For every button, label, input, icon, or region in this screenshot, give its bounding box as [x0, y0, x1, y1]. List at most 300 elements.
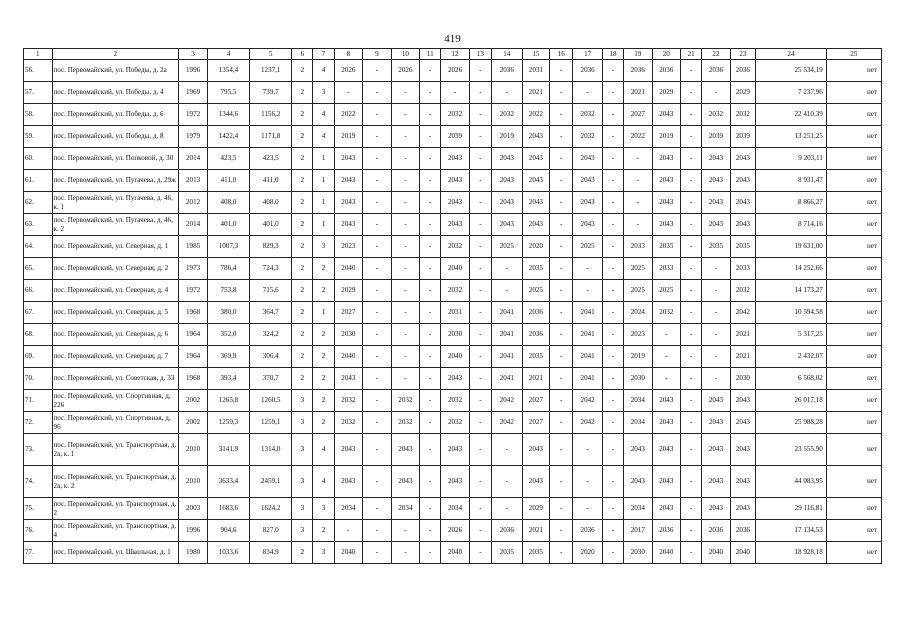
table-cell-col-12: 2043 [441, 434, 470, 466]
table-cell-col-6: 3 [292, 390, 313, 412]
address-cell: пос. Первомайский, ул. Победы, д. 8 [52, 126, 179, 148]
table-cell-col-5: 364,7 [250, 302, 292, 324]
column-header-24: 24 [756, 49, 827, 60]
table-cell-col-11: - [420, 434, 441, 466]
table-cell-col-23: 2030 [730, 368, 755, 390]
table-cell-col-20: 2043 [652, 390, 681, 412]
table-cell-col-20: - [652, 324, 681, 346]
table-row [24, 466, 882, 498]
cost-cell: 19 631,00 [756, 236, 827, 258]
table-cell-col-3: 2014 [179, 214, 208, 236]
table-cell-col-16: - [550, 466, 573, 498]
table-cell-col-14: - [491, 498, 522, 520]
table-cell-col-9: - [363, 390, 392, 412]
table-cell-col-5: 401,0 [250, 214, 292, 236]
table-cell-col-16: - [550, 324, 573, 346]
table-cell-col-7: 2 [313, 390, 334, 412]
table-cell-col-22: 2043 [702, 434, 731, 466]
table-cell-col-18: - [602, 126, 623, 148]
table-cell-col-3: 2012 [179, 192, 208, 214]
table-cell-col-19: 2019 [624, 346, 653, 368]
table-cell-col-12: 2043 [441, 368, 470, 390]
cost-cell: 8 931,47 [756, 170, 827, 192]
table-cell-col-4: 1344,6 [207, 104, 249, 126]
table-cell-col-6: 2 [292, 302, 313, 324]
table-cell-col-4: 423,5 [207, 148, 249, 170]
table-cell-col-21: - [681, 368, 702, 390]
table-cell-col-11: - [420, 466, 441, 498]
table-cell-col-18: - [602, 324, 623, 346]
cost-cell: 25 988,28 [756, 412, 827, 434]
table-cell-col-4: 1259,3 [207, 412, 249, 434]
table-cell-col-23: 2021 [730, 346, 755, 368]
table-cell-col-18: - [602, 520, 623, 542]
table-cell-col-5: 1314,0 [250, 434, 292, 466]
table-cell-col-7: 2 [313, 324, 334, 346]
table-cell-col-19: 2043 [624, 466, 653, 498]
table-cell-col-20: 2035 [652, 236, 681, 258]
table-cell-col-3: 1968 [179, 302, 208, 324]
table-cell-col-11: - [420, 412, 441, 434]
table-cell-col-21: - [681, 434, 702, 466]
table-cell-col-3: 1996 [179, 520, 208, 542]
table-cell-col-5: 1624,2 [250, 498, 292, 520]
table-cell-col-23: 2032 [730, 280, 755, 302]
table-cell-col-16: - [550, 346, 573, 368]
table-cell-col-20: 2019 [652, 126, 681, 148]
table-row [24, 82, 882, 104]
row-number-cell: 59. [24, 126, 53, 148]
row-number-cell: 74. [24, 466, 53, 498]
table-cell-col-10: - [391, 214, 420, 236]
table-cell-col-9: - [363, 302, 392, 324]
remark-cell: нет [826, 280, 881, 302]
table-cell-col-9: - [363, 214, 392, 236]
table-cell-col-5: 423,5 [250, 148, 292, 170]
table-cell-col-17: 2036 [573, 60, 603, 82]
table-cell-col-11: - [420, 214, 441, 236]
table-cell-col-3: 2003 [179, 498, 208, 520]
table-cell-col-7: 2 [313, 280, 334, 302]
table-cell-col-22: 2043 [702, 466, 731, 498]
cost-cell: 18 928,18 [756, 542, 827, 564]
table-cell-col-9: - [363, 324, 392, 346]
table-cell-col-5: 1171,8 [250, 126, 292, 148]
table-cell-col-16: - [550, 520, 573, 542]
table-cell-col-4: 904,6 [207, 520, 249, 542]
table-cell-col-5: 834,9 [250, 542, 292, 564]
row-number-cell: 71. [24, 390, 53, 412]
row-number-cell: 64. [24, 236, 53, 258]
remark-cell: нет [826, 192, 881, 214]
table-cell-col-12: 2043 [441, 170, 470, 192]
table-cell-col-18: - [602, 390, 623, 412]
table-cell-col-14: 2035 [491, 542, 522, 564]
table-cell-col-17: - [573, 258, 603, 280]
table-cell-col-4: 1033,6 [207, 542, 249, 564]
table-cell-col-14: - [491, 258, 522, 280]
table-cell-col-6: 2 [292, 542, 313, 564]
table-cell-col-6: 2 [292, 126, 313, 148]
table-row [24, 390, 882, 412]
table-row [24, 236, 882, 258]
remark-cell: нет [826, 82, 881, 104]
table-cell-col-19: 2022 [624, 126, 653, 148]
table-cell-col-21: - [681, 466, 702, 498]
table-cell-col-18: - [602, 542, 623, 564]
table-cell-col-8: 2043 [334, 434, 363, 466]
table-cell-col-13: - [469, 390, 491, 412]
column-header-25: 25 [826, 49, 881, 60]
table-cell-col-6: 2 [292, 104, 313, 126]
table-cell-col-11: - [420, 192, 441, 214]
table-cell-col-17: - [573, 466, 603, 498]
table-cell-col-17: 2041 [573, 324, 603, 346]
table-cell-col-5: 1156,2 [250, 104, 292, 126]
table-cell-col-9: - [363, 236, 392, 258]
table-cell-col-6: 3 [292, 520, 313, 542]
table-cell-col-14: 2032 [491, 104, 522, 126]
table-cell-col-7: 4 [313, 60, 334, 82]
table-cell-col-4: 753,8 [207, 280, 249, 302]
row-number-cell: 69. [24, 346, 53, 368]
table-cell-col-3: 1996 [179, 60, 208, 82]
table-cell-col-8: - [334, 82, 363, 104]
table-cell-col-11: - [420, 104, 441, 126]
table-cell-col-12: 2026 [441, 60, 470, 82]
table-cell-col-23: 2042 [730, 302, 755, 324]
table-cell-col-19: 2036 [624, 60, 653, 82]
table-cell-col-12: 2030 [441, 324, 470, 346]
table-row [24, 148, 882, 170]
table-cell-col-13: - [469, 60, 491, 82]
table-cell-col-12: 2040 [441, 542, 470, 564]
table-cell-col-23: 2021 [730, 324, 755, 346]
table-cell-col-14: 2042 [491, 412, 522, 434]
remark-cell: нет [826, 346, 881, 368]
table-cell-col-19: 2023 [624, 324, 653, 346]
table-row [24, 104, 882, 126]
table-row [24, 126, 882, 148]
table-cell-col-16: - [550, 412, 573, 434]
table-cell-col-7: 1 [313, 214, 334, 236]
remark-cell: нет [826, 302, 881, 324]
table-cell-col-23: 2036 [730, 520, 755, 542]
table-cell-col-5: 1259,1 [250, 412, 292, 434]
table-cell-col-11: - [420, 82, 441, 104]
cost-cell: 14 173,27 [756, 280, 827, 302]
table-cell-col-19: 2034 [624, 390, 653, 412]
row-number-cell: 63. [24, 214, 53, 236]
column-header-19: 19 [624, 49, 653, 60]
table-cell-col-6: 2 [292, 258, 313, 280]
table-cell-col-10: - [391, 302, 420, 324]
table-cell-col-20: 2036 [652, 520, 681, 542]
table-cell-col-10: - [391, 236, 420, 258]
table-cell-col-21: - [681, 82, 702, 104]
table-cell-col-7: 3 [313, 236, 334, 258]
table-cell-col-20: 2036 [652, 60, 681, 82]
row-number-cell: 61. [24, 170, 53, 192]
table-cell-col-6: 3 [292, 498, 313, 520]
table-cell-col-16: - [550, 60, 573, 82]
cost-cell: 23 555,90 [756, 434, 827, 466]
table-cell-col-22: 2043 [702, 498, 731, 520]
table-cell-col-7: 2 [313, 412, 334, 434]
table-row [24, 170, 882, 192]
table-cell-col-12: 2026 [441, 520, 470, 542]
table-cell-col-18: - [602, 434, 623, 466]
table-cell-col-9: - [363, 346, 392, 368]
table-cell-col-10: - [391, 126, 420, 148]
table-cell-col-12: 2034 [441, 498, 470, 520]
table-row [24, 368, 882, 390]
table-cell-col-20: - [652, 368, 681, 390]
table-cell-col-19: 2024 [624, 302, 653, 324]
table-cell-col-9: - [363, 258, 392, 280]
table-cell-col-11: - [420, 236, 441, 258]
table-cell-col-4: 411,0 [207, 170, 249, 192]
address-cell: пос. Первомайский, ул. Северная, д. 1 [52, 236, 179, 258]
table-cell-col-3: 1979 [179, 126, 208, 148]
table-cell-col-19: 2033 [624, 236, 653, 258]
table-cell-col-17: 2041 [573, 302, 603, 324]
table-cell-col-22: 2036 [702, 60, 731, 82]
table-cell-col-8: 2032 [334, 412, 363, 434]
table-cell-col-9: - [363, 542, 392, 564]
row-number-cell: 58. [24, 104, 53, 126]
table-cell-col-22: - [702, 258, 731, 280]
table-cell-col-10: - [391, 542, 420, 564]
table-cell-col-22: 2043 [702, 214, 731, 236]
table-cell-col-20: 2043 [652, 104, 681, 126]
table-cell-col-16: - [550, 104, 573, 126]
cost-cell: 2 432,07 [756, 346, 827, 368]
table-cell-col-17: - [573, 434, 603, 466]
table-cell-col-9: - [363, 412, 392, 434]
table-cell-col-21: - [681, 346, 702, 368]
table-cell-col-23: 2033 [730, 258, 755, 280]
table-cell-col-15: 2036 [522, 302, 549, 324]
table-cell-col-14: 2043 [491, 148, 522, 170]
table-cell-col-6: 2 [292, 368, 313, 390]
table-cell-col-5: 324,2 [250, 324, 292, 346]
table-body [24, 60, 882, 564]
table-cell-col-7: 2 [313, 368, 334, 390]
column-header-2: 2 [52, 49, 179, 60]
remark-cell: нет [826, 434, 881, 466]
table-cell-col-9: - [363, 170, 392, 192]
table-cell-col-6: 2 [292, 82, 313, 104]
address-cell: пос. Первомайский, ул. Транспортная, д. 2а, к. 2 [52, 466, 179, 498]
table-cell-col-12: 2043 [441, 192, 470, 214]
table-cell-col-15: 2043 [522, 126, 549, 148]
table-cell-col-7: 2 [313, 520, 334, 542]
cost-cell: 13 251,25 [756, 126, 827, 148]
table-cell-col-21: - [681, 192, 702, 214]
table-cell-col-20: 2043 [652, 466, 681, 498]
table-cell-col-7: 1 [313, 148, 334, 170]
table-cell-col-19: 2027 [624, 104, 653, 126]
table-cell-col-15: 2021 [522, 520, 549, 542]
column-header-5: 5 [250, 49, 292, 60]
table-cell-col-20: 2025 [652, 280, 681, 302]
table-cell-col-21: - [681, 104, 702, 126]
table-cell-col-13: - [469, 82, 491, 104]
table-cell-col-21: - [681, 148, 702, 170]
table-cell-col-17: 2043 [573, 214, 603, 236]
table-cell-col-13: - [469, 412, 491, 434]
cost-cell: 8 866,27 [756, 192, 827, 214]
table-cell-col-3: 1964 [179, 324, 208, 346]
table-cell-col-5: 715,6 [250, 280, 292, 302]
table-cell-col-9: - [363, 82, 392, 104]
column-header-10: 10 [391, 49, 420, 60]
address-cell: пос. Первомайский, ул. Пугачева, д. 46, к. 2 [52, 214, 179, 236]
table-cell-col-6: 3 [292, 412, 313, 434]
address-cell: пос. Первомайский, ул. Северная, д. 4 [52, 280, 179, 302]
cost-cell: 9 203,11 [756, 148, 827, 170]
table-cell-col-15: 2036 [522, 324, 549, 346]
table-cell-col-9: - [363, 368, 392, 390]
table-cell-col-14: 2041 [491, 302, 522, 324]
table-cell-col-11: - [420, 520, 441, 542]
table-cell-col-4: 1007,3 [207, 236, 249, 258]
table-cell-col-18: - [602, 368, 623, 390]
table-cell-col-19: 2030 [624, 368, 653, 390]
column-header-22: 22 [702, 49, 731, 60]
table-cell-col-4: 786,4 [207, 258, 249, 280]
table-cell-col-8: 2043 [334, 368, 363, 390]
table-cell-col-12: 2032 [441, 280, 470, 302]
table-cell-col-21: - [681, 126, 702, 148]
table-cell-col-9: - [363, 104, 392, 126]
table-cell-col-9: - [363, 280, 392, 302]
table-cell-col-21: - [681, 412, 702, 434]
address-cell: пос. Первомайский, ул. Спортивная, д. 226 [52, 390, 179, 412]
table-cell-col-23: 2040 [730, 542, 755, 564]
table-cell-col-17: 2032 [573, 104, 603, 126]
table-cell-col-17: 2025 [573, 236, 603, 258]
table-cell-col-14: 2036 [491, 60, 522, 82]
address-cell: пос. Первомайский, ул. Северная, д. 7 [52, 346, 179, 368]
table-cell-col-14: - [491, 82, 522, 104]
table-cell-col-17: 2041 [573, 346, 603, 368]
column-header-18: 18 [602, 49, 623, 60]
table-cell-col-17: - [573, 498, 603, 520]
table-cell-col-10: 2032 [391, 412, 420, 434]
table-cell-col-10: - [391, 368, 420, 390]
table-cell-col-8: 2043 [334, 214, 363, 236]
cost-cell: 22 410,39 [756, 104, 827, 126]
table-row [24, 520, 882, 542]
table-cell-col-15: 2020 [522, 236, 549, 258]
table-cell-col-21: - [681, 324, 702, 346]
column-number-header-row [24, 49, 882, 60]
remark-cell: нет [826, 520, 881, 542]
table-cell-col-16: - [550, 258, 573, 280]
table-cell-col-14: 2036 [491, 520, 522, 542]
table-cell-col-21: - [681, 498, 702, 520]
table-cell-col-21: - [681, 258, 702, 280]
table-cell-col-12: - [441, 82, 470, 104]
table-cell-col-21: - [681, 520, 702, 542]
table-cell-col-13: - [469, 126, 491, 148]
table-cell-col-10: - [391, 192, 420, 214]
table-cell-col-8: 2022 [334, 104, 363, 126]
table-cell-col-11: - [420, 280, 441, 302]
row-number-cell: 72. [24, 412, 53, 434]
table-cell-col-4: 1354,4 [207, 60, 249, 82]
table-cell-col-22: - [702, 82, 731, 104]
table-cell-col-3: 2013 [179, 170, 208, 192]
table-cell-col-23: 2043 [730, 498, 755, 520]
table-cell-col-14: - [491, 280, 522, 302]
table-cell-col-13: - [469, 542, 491, 564]
table-cell-col-11: - [420, 324, 441, 346]
table-cell-col-20: 2033 [652, 258, 681, 280]
table-cell-col-17: 2042 [573, 390, 603, 412]
table-cell-col-8: 2026 [334, 60, 363, 82]
table-cell-col-21: - [681, 302, 702, 324]
table-cell-col-18: - [602, 214, 623, 236]
table-cell-col-8: 2043 [334, 170, 363, 192]
table-cell-col-8: 2040 [334, 542, 363, 564]
table-cell-col-16: - [550, 390, 573, 412]
table-row [24, 302, 882, 324]
table-cell-col-15: 2035 [522, 346, 549, 368]
table-cell-col-23: 2032 [730, 104, 755, 126]
table-cell-col-3: 2002 [179, 412, 208, 434]
table-row [24, 324, 882, 346]
table-cell-col-6: 2 [292, 214, 313, 236]
table-cell-col-21: - [681, 280, 702, 302]
table-cell-col-10: - [391, 170, 420, 192]
table-cell-col-8: 2040 [334, 346, 363, 368]
table-cell-col-13: - [469, 214, 491, 236]
remark-cell: нет [826, 236, 881, 258]
row-number-cell: 60. [24, 148, 53, 170]
table-cell-col-12: 2032 [441, 412, 470, 434]
table-cell-col-16: - [550, 302, 573, 324]
table-row [24, 60, 882, 82]
table-cell-col-10: 2034 [391, 498, 420, 520]
table-cell-col-6: 2 [292, 192, 313, 214]
table-cell-col-5: 306,4 [250, 346, 292, 368]
table-cell-col-20: 2043 [652, 170, 681, 192]
table-cell-col-4: 1265,8 [207, 390, 249, 412]
table-cell-col-14: 2042 [491, 390, 522, 412]
table-cell-col-11: - [420, 542, 441, 564]
column-header-1: 1 [24, 49, 53, 60]
table-cell-col-16: - [550, 498, 573, 520]
table-cell-col-11: - [420, 148, 441, 170]
table-row [24, 412, 882, 434]
table-cell-col-5: 1237,1 [250, 60, 292, 82]
table-cell-col-16: - [550, 126, 573, 148]
table-cell-col-19: - [624, 214, 653, 236]
table-cell-col-6: 2 [292, 170, 313, 192]
table-cell-col-6: 2 [292, 324, 313, 346]
table-cell-col-14: 2043 [491, 192, 522, 214]
table-cell-col-11: - [420, 170, 441, 192]
row-number-cell: 70. [24, 368, 53, 390]
table-cell-col-18: - [602, 412, 623, 434]
table-cell-col-12: 2043 [441, 214, 470, 236]
table-cell-col-16: - [550, 148, 573, 170]
row-number-cell: 56. [24, 60, 53, 82]
cost-cell: 6 568,02 [756, 368, 827, 390]
